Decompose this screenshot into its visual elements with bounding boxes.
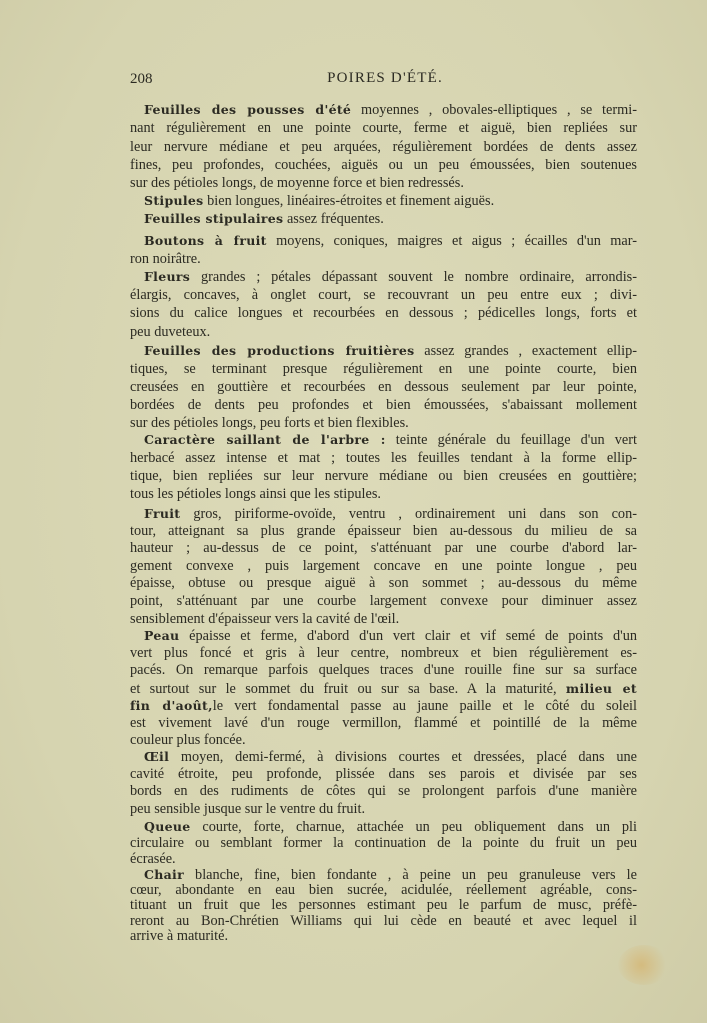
text-line	[130, 540, 637, 558]
line-text: courte, forte, charnue, attachée un peu obliquement dans un pli	[190, 819, 637, 835]
text-line	[130, 819, 637, 835]
paragraph-term: Feuilles des productions fruitières	[144, 343, 415, 358]
paragraph	[130, 431, 637, 503]
paragraph-term: Stipules	[144, 193, 204, 208]
line-text: couleur plus foncée.	[130, 732, 246, 748]
text-line	[130, 697, 637, 715]
line-text: écrasée.	[130, 851, 176, 867]
text-line	[130, 851, 637, 867]
line-text: moyennes , obovales-elliptiques , se termi-	[351, 102, 637, 118]
line-text: vert plus foncé et gris à leur centre, nombreux et bien régulièrement es-	[130, 644, 637, 661]
paragraph	[130, 505, 637, 628]
line-text: creusées en gouttière et recourbées en dessous seulement par leur pointe,	[130, 379, 637, 395]
paragraph-term: Boutons à fruit	[144, 233, 267, 248]
line-text: circulaire ou semblant former la continuation de la pointe du fruit un peu	[130, 835, 637, 851]
line-text: sensiblement d'épaisseur vers la cavité de l'œil.	[130, 610, 400, 627]
line-text: blanche, fine, bien fondante , à peine un peu granuleuse vers le	[183, 867, 637, 883]
text-line	[130, 192, 637, 210]
text-line	[130, 268, 637, 286]
text-line	[130, 883, 637, 899]
line-text: moyen, demi-fermé, à divisions courtes et dressées, placé dans une	[169, 749, 637, 765]
text-line	[130, 232, 637, 250]
text-line	[130, 680, 637, 698]
text-line	[130, 210, 637, 228]
text-line	[130, 396, 637, 414]
paragraph-term: Feuilles stipulaires	[144, 211, 284, 226]
line-text: assez fréquentes.	[283, 211, 384, 227]
line-text: épaisse, obtuse ou presque aiguë à son sommet ; au-dessous du même	[130, 575, 637, 592]
paragraph-term: Œil	[144, 749, 170, 764]
text-line	[130, 575, 637, 593]
line-text: tiques, se terminant presque régulièrement en une pointe courte, bien	[130, 361, 637, 377]
text-line	[130, 783, 637, 801]
paragraph	[130, 342, 637, 432]
line-text: tous les pétioles longs ainsi que les stipules.	[130, 486, 381, 502]
paragraph	[130, 867, 637, 945]
text-line	[130, 485, 637, 503]
line-text: cœur, abondante en eau bien sucrée, acidulée, réellement agréable, cons-	[130, 881, 637, 898]
line-text: tour, atteignant sa plus grande épaisseur bien au-dessous du milieu de sa	[130, 522, 637, 539]
line-text: épaisse et ferme, d'abord d'un vert clair et vif semé de points d'un	[179, 628, 637, 644]
text-line	[130, 342, 637, 360]
line-text: peu sensible jusque sur le ventre du fruit.	[130, 800, 366, 817]
line-text: assez grandes , exactement ellip-	[414, 343, 637, 359]
line-text: point, s'atténuant par une courbe largement convexe pour diminuer assez	[130, 592, 637, 609]
paragraph	[130, 101, 637, 192]
line-text: sur des pétioles longs, peu forts et bien flexibles.	[130, 415, 409, 431]
text-line	[130, 449, 637, 467]
text-line	[130, 378, 637, 396]
inline-bold: milieu et	[565, 680, 637, 696]
line-text: gros, piriforme-ovoïde, ventru , ordinairement uni dans son con-	[180, 506, 637, 522]
text-line	[130, 914, 637, 930]
page-number: 208	[130, 71, 153, 87]
page-stain	[618, 945, 670, 985]
text-line	[130, 523, 637, 541]
text-line	[130, 414, 637, 432]
paragraph-term: Peau	[144, 628, 180, 643]
line-text: ron noirâtre.	[130, 251, 201, 267]
text-line	[130, 766, 637, 784]
line-text: sur des pétioles longs, de moyenne force et bien redressés.	[130, 175, 464, 191]
text-line	[130, 431, 637, 449]
line-text: tituant un fruit que les personnes estimant peu le parfum de musc, préfè-	[130, 897, 637, 913]
text-line	[130, 138, 637, 156]
paragraph	[130, 819, 637, 867]
paragraph	[130, 748, 637, 818]
text-line	[130, 732, 637, 750]
line-text: bordées de dents peu profondes et bien émoussées, s'abaissant mollement	[130, 397, 637, 413]
line-text: arrive à maturité.	[130, 928, 229, 944]
text-line	[130, 748, 637, 766]
inline-bold: fin d'août,	[130, 698, 213, 713]
text-line	[130, 119, 637, 137]
text-line	[130, 286, 637, 304]
text-line	[130, 156, 637, 174]
paragraph-term: Fleurs	[144, 269, 191, 284]
running-title: POIRES D'ÉTÉ.	[327, 70, 443, 86]
paragraph	[130, 210, 637, 228]
paragraph-term: Fruit	[144, 506, 181, 521]
text-line	[130, 645, 637, 663]
text-line	[130, 101, 637, 119]
line-text: herbacé assez intense et mat ; toutes les feuilles tendant à la forme ellip-	[130, 450, 637, 466]
text-line	[130, 801, 637, 819]
line-text: teinte générale du feuillage d'un vert	[385, 432, 637, 448]
text-line	[130, 898, 637, 914]
paragraph-term: Caractère saillant de l'arbre :	[144, 432, 386, 447]
text-line	[130, 835, 637, 851]
line-text: bien longues, linéaires-étroites et finement aiguës.	[203, 193, 495, 209]
text-line	[130, 593, 637, 611]
paragraph	[130, 232, 637, 268]
line-text: gement convexe , puis largement concave en une pointe longue , peu	[130, 557, 637, 574]
paragraph	[130, 192, 637, 210]
text-line	[130, 304, 637, 322]
line-text: hauteur ; au-dessus de ce point, s'atténuant par une courbe d'abord lar-	[130, 540, 637, 557]
text-line	[130, 558, 637, 576]
line-text: bords en des rudiments de côtes qui se prolongent parfois d'une manière	[130, 783, 637, 799]
line-text: peu duveteux.	[130, 323, 211, 340]
line-text: pacés. On remarque parfois quelques traces d'une rouille fine sur sa surface	[130, 662, 637, 678]
line-text: moyens, coniques, maigres et aigus ; écailles d'un mar-	[266, 233, 637, 249]
line-text: leur nervure médiane et peu arquées, régulièrement bordées de dents assez	[130, 138, 637, 155]
text-line	[130, 360, 637, 378]
text-line	[130, 174, 637, 192]
paragraph-term: Feuilles des pousses d'été	[144, 102, 352, 117]
text-line	[130, 611, 637, 629]
text-line	[130, 467, 637, 485]
line-text: et surtout sur le sommet du fruit ou sur sa base. A la maturité,	[130, 680, 566, 697]
text-line	[130, 505, 637, 523]
text-line	[130, 662, 637, 680]
line-text: cavité étroite, peu profonde, plissée dans ses parois et divisée par ses	[130, 765, 637, 782]
text-line	[130, 250, 637, 268]
line-text: fines, peu profondes, couchées, aiguës ou un peu émoussées, bien soutenues	[130, 156, 637, 173]
line-text: tique, bien repliées sur leur nervure médiane ou bien creusées en gouttière;	[130, 468, 637, 484]
line-text: sions du calice longues et recourbées en dessous ; pédicelles longs, forts et	[130, 305, 637, 322]
paragraph-term: Queue	[144, 819, 191, 834]
text-line	[130, 627, 637, 645]
paragraph	[130, 627, 637, 750]
line-text: est vivement lavé d'un rouge vermillon, flammé et pointillé de la même	[130, 714, 637, 731]
paragraph	[130, 268, 637, 341]
line-text: grandes ; pétales dépassant souvent le nombre ordinaire, arrondis-	[190, 269, 637, 285]
line-text: le vert fondamental passe au jaune paille et le côté du soleil	[212, 698, 637, 714]
line-text: élargis, concaves, à onglet court, se recouvrant un peu entre eux ; divi-	[130, 287, 637, 304]
line-text: reront au Bon-Chrétien Williams qui lui cède en beauté et avec lequel il	[130, 912, 637, 929]
text-line	[130, 715, 637, 733]
text-line	[130, 323, 637, 341]
line-text: nant régulièrement en une pointe courte, ferme et aiguë, bien repliées sur	[130, 120, 637, 137]
text-line	[130, 929, 637, 945]
text-line	[130, 867, 637, 883]
paragraph-term: Chair	[144, 867, 184, 882]
